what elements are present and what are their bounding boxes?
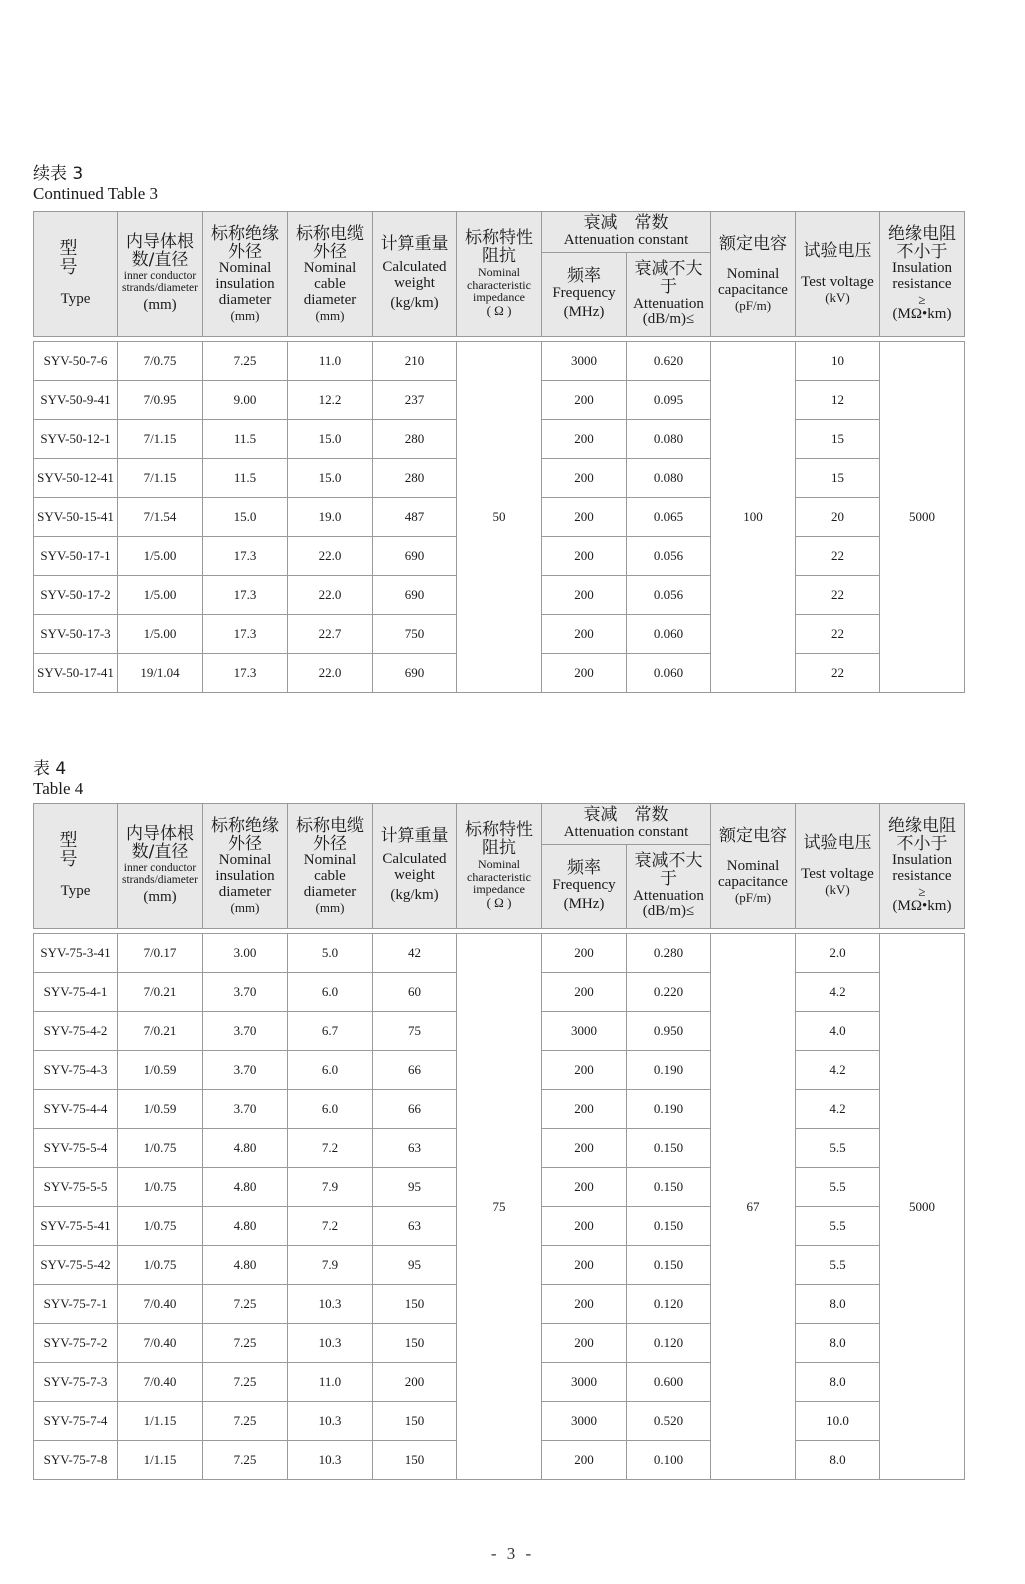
header-weight-unit: (kg/km) xyxy=(390,294,439,311)
cell-insulation-diameter: 9.00 xyxy=(203,381,288,420)
cell-impedance: 75 xyxy=(457,934,542,1480)
cell-insulation-diameter: 7.25 xyxy=(203,1324,288,1363)
header-attenuation-en: Attenuation constant xyxy=(563,232,689,249)
cell-weight: 95 xyxy=(373,1168,457,1207)
cell-strands: 7/1.15 xyxy=(118,459,203,498)
cell-weight: 63 xyxy=(373,1207,457,1246)
header-test-voltage-unit: (kV) xyxy=(825,881,850,897)
cell-weight: 42 xyxy=(373,934,457,973)
cell-weight: 690 xyxy=(373,654,457,693)
cell-weight: 200 xyxy=(373,1363,457,1402)
cell-type: SYV-75-5-41 xyxy=(34,1207,118,1246)
header-type xyxy=(34,212,118,337)
cell-cable-diameter: 10.3 xyxy=(288,1285,373,1324)
header-test-voltage-en: Test voltage xyxy=(801,274,874,291)
cell-insulation-diameter: 3.70 xyxy=(203,1012,288,1051)
cell-test-voltage: 4.2 xyxy=(796,973,880,1012)
cell-type: SYV-75-5-5 xyxy=(34,1168,118,1207)
cell-weight: 75 xyxy=(373,1012,457,1051)
cell-attenuation: 0.100 xyxy=(627,1441,711,1480)
cell-type: SYV-75-5-42 xyxy=(34,1246,118,1285)
cell-test-voltage: 4.2 xyxy=(796,1051,880,1090)
header-capacitance xyxy=(711,212,796,337)
cell-strands: 1/0.59 xyxy=(118,1051,203,1090)
cell-test-voltage: 5.5 xyxy=(796,1129,880,1168)
cell-test-voltage: 22 xyxy=(796,537,880,576)
header-insulation-cn: 标称绝缘外径 xyxy=(211,223,279,262)
header-attmax-unit: (dB/m)≤ xyxy=(642,311,695,328)
cell-test-voltage: 4.2 xyxy=(796,1090,880,1129)
cell-type: SYV-75-7-3 xyxy=(34,1363,118,1402)
cell-attenuation: 0.065 xyxy=(627,498,711,537)
cell-attenuation: 0.220 xyxy=(627,973,711,1012)
header-strands xyxy=(118,804,203,929)
header-capacitance-cn: 额定电容 xyxy=(719,233,787,254)
cell-type: SYV-75-7-1 xyxy=(34,1285,118,1324)
header-ir-ge: ≥ xyxy=(918,883,926,899)
cell-test-voltage: 8.0 xyxy=(796,1441,880,1480)
header-ir-cn: 绝缘电阻不小于 xyxy=(888,815,956,854)
cell-attenuation: 0.620 xyxy=(627,342,711,381)
cell-attenuation: 0.520 xyxy=(627,1402,711,1441)
header-insulation-cn: 标称绝缘外径 xyxy=(211,815,279,854)
header-strands-unit: (mm) xyxy=(143,889,177,906)
header-row xyxy=(34,212,965,253)
cell-strands: 7/0.40 xyxy=(118,1324,203,1363)
cell-frequency: 200 xyxy=(542,1168,627,1207)
header-cable-unit: (mm) xyxy=(315,899,345,915)
cell-frequency: 200 xyxy=(542,1441,627,1480)
header-attenuation-cn: 衰减 常数 xyxy=(583,805,669,826)
cell-weight: 60 xyxy=(373,973,457,1012)
cell-attenuation: 0.280 xyxy=(627,934,711,973)
cell-strands: 1/1.15 xyxy=(118,1402,203,1441)
caption-en: Table 4 xyxy=(33,779,84,798)
cell-strands: 19/1.04 xyxy=(118,654,203,693)
cell-cable-diameter: 11.0 xyxy=(288,342,373,381)
cell-strands: 1/5.00 xyxy=(118,537,203,576)
header-capacitance-en: Nominal capacitance xyxy=(718,858,788,891)
header-impedance xyxy=(457,804,542,929)
cell-cable-diameter: 15.0 xyxy=(288,420,373,459)
header-weight xyxy=(373,804,457,929)
cell-attenuation: 0.080 xyxy=(627,459,711,498)
header-type xyxy=(34,804,118,929)
cell-frequency: 3000 xyxy=(542,342,627,381)
spec-table-3 xyxy=(33,211,965,693)
cell-insulation-diameter: 3.70 xyxy=(203,973,288,1012)
cell-frequency: 200 xyxy=(542,498,627,537)
header-cable-en: Nominal cable diameter xyxy=(303,852,357,900)
cell-cable-diameter: 6.0 xyxy=(288,1090,373,1129)
header-frequency-en: Frequency xyxy=(552,284,616,301)
header-ir-unit: (MΩ•km) xyxy=(892,305,952,322)
cell-strands: 7/0.40 xyxy=(118,1363,203,1402)
cell-attenuation: 0.190 xyxy=(627,1051,711,1090)
cell-weight: 63 xyxy=(373,1129,457,1168)
header-attmax-en: Attenuation xyxy=(633,887,704,904)
header-weight-cn: 计算重量 xyxy=(380,234,449,255)
cell-insulation-diameter: 17.3 xyxy=(203,615,288,654)
cell-insulation-diameter: 4.80 xyxy=(203,1207,288,1246)
cell-weight: 750 xyxy=(373,615,457,654)
cell-capacitance: 67 xyxy=(711,934,796,1480)
header-attmax-cn: 衰减不大于 xyxy=(634,850,703,889)
header-type-en: Type xyxy=(60,291,91,308)
header-capacitance-cn: 额定电容 xyxy=(719,825,787,846)
cell-test-voltage: 5.5 xyxy=(796,1168,880,1207)
header-insulation-resistance xyxy=(880,212,965,337)
cell-strands: 7/0.21 xyxy=(118,1012,203,1051)
header-test-voltage-cn: 试验电压 xyxy=(803,833,872,854)
header-insulation xyxy=(203,804,288,929)
header-cable-en: Nominal cable diameter xyxy=(303,260,357,308)
cell-test-voltage: 12 xyxy=(796,381,880,420)
cell-insulation-diameter: 17.3 xyxy=(203,537,288,576)
header-attenuation-max xyxy=(627,845,711,929)
header-row xyxy=(34,804,965,845)
header-strands-cn: 内导体根数/直径 xyxy=(126,824,194,863)
header-impedance-en: Nominal characteristic impedance xyxy=(467,265,531,305)
header-insulation-unit: (mm) xyxy=(230,307,260,323)
cell-frequency: 200 xyxy=(542,1246,627,1285)
header-attenuation xyxy=(542,804,711,845)
cell-frequency: 200 xyxy=(542,381,627,420)
cell-insulation-resistance: 5000 xyxy=(880,342,965,693)
header-strands-en: inner conductor strands/diameter xyxy=(121,269,198,294)
cell-impedance: 50 xyxy=(457,342,542,693)
cell-insulation-diameter: 7.25 xyxy=(203,1285,288,1324)
cell-frequency: 200 xyxy=(542,973,627,1012)
cell-weight: 690 xyxy=(373,537,457,576)
table-4-caption xyxy=(33,759,83,799)
cell-test-voltage: 15 xyxy=(796,420,880,459)
cell-insulation-diameter: 7.25 xyxy=(203,1441,288,1480)
cell-insulation-diameter: 7.25 xyxy=(203,1402,288,1441)
cell-cable-diameter: 10.3 xyxy=(288,1441,373,1480)
header-ir-cn: 绝缘电阻不小于 xyxy=(888,223,956,262)
cell-frequency: 200 xyxy=(542,654,627,693)
header-attenuation-max xyxy=(627,253,711,337)
header-weight xyxy=(373,212,457,337)
cell-frequency: 3000 xyxy=(542,1363,627,1402)
cell-cable-diameter: 15.0 xyxy=(288,459,373,498)
cell-cable-diameter: 11.0 xyxy=(288,1363,373,1402)
caption-cn: 续表 3 xyxy=(33,164,84,184)
header-test-voltage xyxy=(796,212,880,337)
cell-insulation-diameter: 15.0 xyxy=(203,498,288,537)
cell-cable-diameter: 22.0 xyxy=(288,537,373,576)
header-insulation-en: Nominal insulation diameter xyxy=(215,852,275,900)
cell-cable-diameter: 7.9 xyxy=(288,1246,373,1285)
cell-insulation-diameter: 4.80 xyxy=(203,1168,288,1207)
cell-strands: 1/0.75 xyxy=(118,1207,203,1246)
cell-attenuation: 0.150 xyxy=(627,1168,711,1207)
header-impedance-en: Nominal characteristic impedance xyxy=(467,857,531,897)
cell-strands: 7/1.15 xyxy=(118,420,203,459)
cell-insulation-diameter: 4.80 xyxy=(203,1129,288,1168)
cell-test-voltage: 8.0 xyxy=(796,1363,880,1402)
cell-attenuation: 0.095 xyxy=(627,381,711,420)
header-frequency-cn: 频率 xyxy=(567,265,601,286)
header-attmax-en: Attenuation xyxy=(633,295,704,312)
header-capacitance-unit: (pF/m) xyxy=(734,297,772,313)
cell-insulation-diameter: 7.25 xyxy=(203,342,288,381)
cell-frequency: 3000 xyxy=(542,1012,627,1051)
cell-strands: 7/0.17 xyxy=(118,934,203,973)
header-frequency-unit: (MHz) xyxy=(563,896,605,913)
cell-type: SYV-50-17-1 xyxy=(34,537,118,576)
header-strands-unit: (mm) xyxy=(143,297,177,314)
header-test-voltage-en: Test voltage xyxy=(801,866,874,883)
cell-strands: 1/0.75 xyxy=(118,1168,203,1207)
cell-type: SYV-75-5-4 xyxy=(34,1129,118,1168)
cell-insulation-diameter: 11.5 xyxy=(203,459,288,498)
table-3-caption xyxy=(33,164,158,204)
cell-frequency: 200 xyxy=(542,934,627,973)
cell-cable-diameter: 6.0 xyxy=(288,1051,373,1090)
cell-attenuation: 0.150 xyxy=(627,1129,711,1168)
cell-type: SYV-50-17-3 xyxy=(34,615,118,654)
cell-attenuation: 0.060 xyxy=(627,615,711,654)
cell-attenuation: 0.080 xyxy=(627,420,711,459)
header-capacitance-en: Nominal capacitance xyxy=(718,266,788,299)
cell-strands: 1/1.15 xyxy=(118,1441,203,1480)
cell-test-voltage: 2.0 xyxy=(796,934,880,973)
header-test-voltage-cn: 试验电压 xyxy=(803,241,872,262)
cell-cable-diameter: 7.2 xyxy=(288,1207,373,1246)
cell-weight: 150 xyxy=(373,1402,457,1441)
header-impedance xyxy=(457,212,542,337)
spec-table-4 xyxy=(33,803,965,1480)
cell-test-voltage: 22 xyxy=(796,615,880,654)
header-cable xyxy=(288,212,373,337)
header-type-en: Type xyxy=(60,883,91,900)
cell-test-voltage: 10 xyxy=(796,342,880,381)
cell-type: SYV-50-17-41 xyxy=(34,654,118,693)
cell-type: SYV-75-4-1 xyxy=(34,973,118,1012)
cell-strands: 1/0.75 xyxy=(118,1246,203,1285)
cell-cable-diameter: 22.7 xyxy=(288,615,373,654)
cell-type: SYV-50-15-41 xyxy=(34,498,118,537)
cell-insulation-diameter: 3.70 xyxy=(203,1051,288,1090)
cell-frequency: 200 xyxy=(542,537,627,576)
cell-type: SYV-50-7-6 xyxy=(34,342,118,381)
cell-cable-diameter: 10.3 xyxy=(288,1324,373,1363)
header-test-voltage-unit: (kV) xyxy=(825,289,850,305)
cell-capacitance: 100 xyxy=(711,342,796,693)
cell-type: SYV-50-17-2 xyxy=(34,576,118,615)
cell-cable-diameter: 22.0 xyxy=(288,654,373,693)
cell-type: SYV-75-7-2 xyxy=(34,1324,118,1363)
cell-cable-diameter: 12.2 xyxy=(288,381,373,420)
header-frequency-cn: 频率 xyxy=(567,857,601,878)
cell-weight: 690 xyxy=(373,576,457,615)
header-attenuation xyxy=(542,212,711,253)
cell-frequency: 200 xyxy=(542,1285,627,1324)
cell-frequency: 200 xyxy=(542,1324,627,1363)
header-cable-cn: 标称电缆外径 xyxy=(296,223,364,262)
header-impedance-cn: 标称特性阻抗 xyxy=(465,228,533,267)
cell-insulation-diameter: 7.25 xyxy=(203,1363,288,1402)
header-capacitance-unit: (pF/m) xyxy=(734,889,772,905)
header-insulation-resistance xyxy=(880,804,965,929)
cell-cable-diameter: 6.0 xyxy=(288,973,373,1012)
cell-frequency: 200 xyxy=(542,576,627,615)
cell-test-voltage: 20 xyxy=(796,498,880,537)
cell-insulation-resistance: 5000 xyxy=(880,934,965,1480)
cell-weight: 487 xyxy=(373,498,457,537)
cell-attenuation: 0.190 xyxy=(627,1090,711,1129)
cell-attenuation: 0.120 xyxy=(627,1285,711,1324)
cell-test-voltage: 15 xyxy=(796,459,880,498)
cell-weight: 280 xyxy=(373,420,457,459)
cell-strands: 7/0.95 xyxy=(118,381,203,420)
header-impedance-unit: ( Ω ) xyxy=(486,302,512,318)
cell-strands: 1/5.00 xyxy=(118,615,203,654)
cell-type: SYV-75-4-3 xyxy=(34,1051,118,1090)
cell-strands: 7/0.75 xyxy=(118,342,203,381)
cell-weight: 150 xyxy=(373,1285,457,1324)
cell-frequency: 3000 xyxy=(542,1402,627,1441)
header-attenuation-en: Attenuation constant xyxy=(563,824,689,841)
cell-frequency: 200 xyxy=(542,420,627,459)
cell-weight: 280 xyxy=(373,459,457,498)
header-frequency xyxy=(542,845,627,929)
cell-strands: 7/1.54 xyxy=(118,498,203,537)
cell-strands: 1/0.59 xyxy=(118,1090,203,1129)
cell-frequency: 200 xyxy=(542,1129,627,1168)
header-impedance-unit: ( Ω ) xyxy=(486,894,512,910)
header-impedance-cn: 标称特性阻抗 xyxy=(465,820,533,859)
header-insulation-unit: (mm) xyxy=(230,899,260,915)
cell-attenuation: 0.150 xyxy=(627,1246,711,1285)
header-test-voltage xyxy=(796,804,880,929)
caption-cn: 表 4 xyxy=(33,759,67,779)
cell-attenuation: 0.600 xyxy=(627,1363,711,1402)
cell-test-voltage: 8.0 xyxy=(796,1285,880,1324)
header-weight-en: Calculated weight xyxy=(382,851,447,884)
header-ir-en: Insulation resistance xyxy=(892,852,952,885)
cell-cable-diameter: 6.7 xyxy=(288,1012,373,1051)
cell-insulation-diameter: 17.3 xyxy=(203,654,288,693)
cell-attenuation: 0.950 xyxy=(627,1012,711,1051)
header-type-cn: 型 号 xyxy=(59,238,92,279)
table-row xyxy=(34,342,965,381)
cell-insulation-diameter: 11.5 xyxy=(203,420,288,459)
cell-frequency: 200 xyxy=(542,459,627,498)
cell-weight: 66 xyxy=(373,1051,457,1090)
header-frequency-unit: (MHz) xyxy=(563,304,605,321)
cell-insulation-diameter: 4.80 xyxy=(203,1246,288,1285)
cell-frequency: 200 xyxy=(542,615,627,654)
header-cable-unit: (mm) xyxy=(315,307,345,323)
cell-test-voltage: 5.5 xyxy=(796,1207,880,1246)
cell-weight: 237 xyxy=(373,381,457,420)
cell-strands: 7/0.40 xyxy=(118,1285,203,1324)
cell-type: SYV-75-7-8 xyxy=(34,1441,118,1480)
cell-test-voltage: 5.5 xyxy=(796,1246,880,1285)
cell-weight: 150 xyxy=(373,1324,457,1363)
header-ir-en: Insulation resistance xyxy=(892,260,952,293)
cell-type: SYV-50-12-41 xyxy=(34,459,118,498)
header-attenuation-cn: 衰减 常数 xyxy=(583,213,669,234)
header-ir-ge: ≥ xyxy=(918,291,926,307)
cell-weight: 150 xyxy=(373,1441,457,1480)
cell-frequency: 200 xyxy=(542,1051,627,1090)
cell-attenuation: 0.056 xyxy=(627,576,711,615)
cell-type: SYV-75-3-41 xyxy=(34,934,118,973)
cell-strands: 1/0.75 xyxy=(118,1129,203,1168)
cell-test-voltage: 10.0 xyxy=(796,1402,880,1441)
header-attmax-cn: 衰减不大于 xyxy=(634,258,703,297)
cell-test-voltage: 22 xyxy=(796,576,880,615)
header-insulation-en: Nominal insulation diameter xyxy=(215,260,275,308)
caption-en: Continued Table 3 xyxy=(33,184,159,203)
cell-frequency: 200 xyxy=(542,1207,627,1246)
page-number: - 3 - xyxy=(490,1544,535,1563)
cell-insulation-diameter: 3.00 xyxy=(203,934,288,973)
header-weight-cn: 计算重量 xyxy=(380,826,449,847)
cell-test-voltage: 8.0 xyxy=(796,1324,880,1363)
cell-type: SYV-75-4-4 xyxy=(34,1090,118,1129)
header-frequency-en: Frequency xyxy=(552,876,616,893)
cell-attenuation: 0.120 xyxy=(627,1324,711,1363)
header-cable xyxy=(288,804,373,929)
cell-type: SYV-75-4-2 xyxy=(34,1012,118,1051)
header-weight-en: Calculated weight xyxy=(382,259,447,292)
header-attmax-unit: (dB/m)≤ xyxy=(642,903,695,920)
cell-type: SYV-50-12-1 xyxy=(34,420,118,459)
table-row xyxy=(34,934,965,973)
cell-type: SYV-50-9-41 xyxy=(34,381,118,420)
cell-weight: 95 xyxy=(373,1246,457,1285)
cell-cable-diameter: 10.3 xyxy=(288,1402,373,1441)
header-frequency xyxy=(542,253,627,337)
cell-insulation-diameter: 17.3 xyxy=(203,576,288,615)
cell-cable-diameter: 7.2 xyxy=(288,1129,373,1168)
header-cable-cn: 标称电缆外径 xyxy=(296,815,364,854)
header-insulation xyxy=(203,212,288,337)
cell-test-voltage: 22 xyxy=(796,654,880,693)
header-strands-en: inner conductor strands/diameter xyxy=(121,861,198,886)
cell-cable-diameter: 7.9 xyxy=(288,1168,373,1207)
cell-cable-diameter: 19.0 xyxy=(288,498,373,537)
header-type-cn: 型 号 xyxy=(59,830,92,871)
cell-weight: 210 xyxy=(373,342,457,381)
header-strands-cn: 内导体根数/直径 xyxy=(126,232,194,271)
header-weight-unit: (kg/km) xyxy=(390,886,439,903)
cell-cable-diameter: 5.0 xyxy=(288,934,373,973)
header-capacitance xyxy=(711,804,796,929)
cell-frequency: 200 xyxy=(542,1090,627,1129)
cell-type: SYV-75-7-4 xyxy=(34,1402,118,1441)
header-strands xyxy=(118,212,203,337)
cell-weight: 66 xyxy=(373,1090,457,1129)
cell-test-voltage: 4.0 xyxy=(796,1012,880,1051)
cell-attenuation: 0.056 xyxy=(627,537,711,576)
cell-strands: 7/0.21 xyxy=(118,973,203,1012)
cell-attenuation: 0.150 xyxy=(627,1207,711,1246)
header-ir-unit: (MΩ•km) xyxy=(892,897,952,914)
cell-cable-diameter: 22.0 xyxy=(288,576,373,615)
cell-insulation-diameter: 3.70 xyxy=(203,1090,288,1129)
cell-attenuation: 0.060 xyxy=(627,654,711,693)
cell-strands: 1/5.00 xyxy=(118,576,203,615)
